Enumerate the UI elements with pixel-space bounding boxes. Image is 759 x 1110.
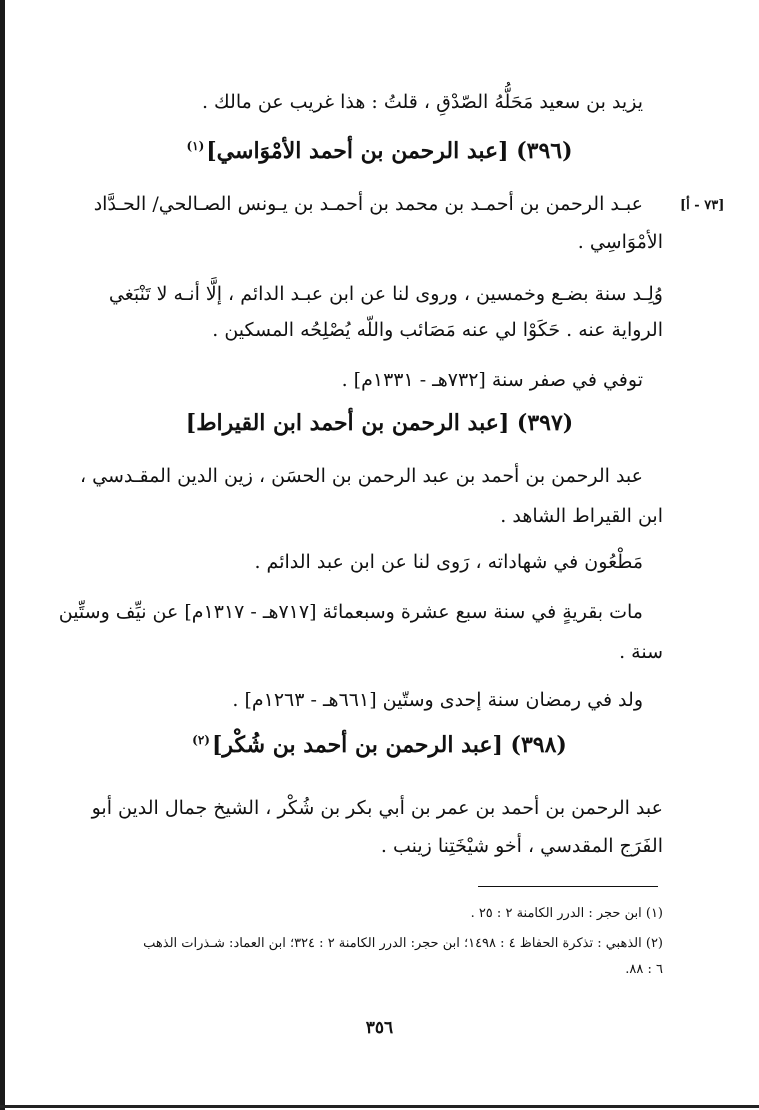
footnote-separator: [478, 886, 658, 887]
margin-folio-ref: [٧٣ - أ]: [680, 198, 725, 213]
heading-398-text: (٣٩٨) [عبد الرحمن بن أحمد بن شُكْر]: [211, 732, 567, 758]
entry-398-line-1: عبد الرحمن بن أحمد بن عمر بن أبي بكر بن شُكْر ، الشيخ جمال الدين أبو: [91, 797, 663, 819]
entry-396-line-2: الأمْوَاسِي .: [577, 231, 663, 253]
entry-397-line-1: عبد الرحمن بن أحمد بن عبد الرحمن بن الحسَن ، زين الدين المقـدسي ،: [79, 465, 643, 487]
heading-396: [0, 138, 759, 164]
footnote-2-line-1: (٢) الذهبي : تذكرة الحفاظ ٤ : ١٤٩٨؛ ابن حجر: الدرر الكامنة ٢ : ٣٢٤؛ ابن العماد: شـذرات الذهب: [143, 936, 663, 951]
entry-396-line-5: توفي في صفر سنة [٧٣٢هـ - ١٣٣١م] .: [341, 369, 643, 391]
footnote-2-line-2: ٦ : ٨٨.: [625, 962, 663, 977]
entry-396-line-4: الرواية عنه . حَكَوْا لي عنه مَصَائب واللّه يُصْلِحُه المسكين .: [212, 319, 663, 341]
entry-397-line-2: ابن القيراط الشاهد .: [500, 505, 663, 527]
heading-397: (٣٩٧) [عبد الرحمن بن أحمد ابن القيراط]: [185, 410, 574, 436]
entry-397-line-5: سنة .: [619, 641, 663, 663]
page-left-edge: [0, 0, 5, 1110]
footnote-1: (١) ابن حجر : الدرر الكامنة ٢ : ٢٥ .: [470, 906, 663, 921]
entry-396-line-3: وُلِـد سنة بضـع وخمسين ، وروى لنا عن ابن عبـد الدائم ، إلَّا أنـه لا تَنْبَغي: [108, 283, 663, 305]
entry-397-line-6: ولد في رمضان سنة إحدى وستّين [٦٦١هـ - ١٢٦٣م] .: [232, 689, 643, 711]
entry-396-line-1: عبـد الرحمن بن أحمـد بن محمد بن أحمـد بن يـونس الصـالحي/ الحـدَّاد: [93, 193, 643, 215]
entry-398-line-2: الفَرَج المقدسي ، أخو شيْخَتِنا زينب .: [380, 835, 663, 857]
footnote-ref-1[interactable]: (١): [186, 138, 205, 153]
heading-396-text: (٣٩٦) [عبد الرحمن بن أحمد الأمْوَاسي]: [206, 138, 573, 164]
entry-397-line-4: مات بقريةٍ في سنة سبع عشرة وسبعمائة [٧١٧هـ - ١٣١٧م] عن نيِّف وستِّين: [58, 601, 643, 623]
heading-398: [0, 732, 759, 758]
page-number: ٣٥٦: [365, 1018, 394, 1038]
entry-397-line-3: مَطْعُون في شهاداته ، رَوى لنا عن ابن عبد الدائم .: [254, 551, 643, 573]
page-bottom-edge: [0, 1105, 759, 1108]
intro-line: يزيد بن سعيد مَحَلُّهُ الصّدْقِ ، قلتُ : هذا غريب عن مالك .: [201, 91, 643, 113]
footnote-ref-2[interactable]: (٢): [192, 732, 210, 747]
